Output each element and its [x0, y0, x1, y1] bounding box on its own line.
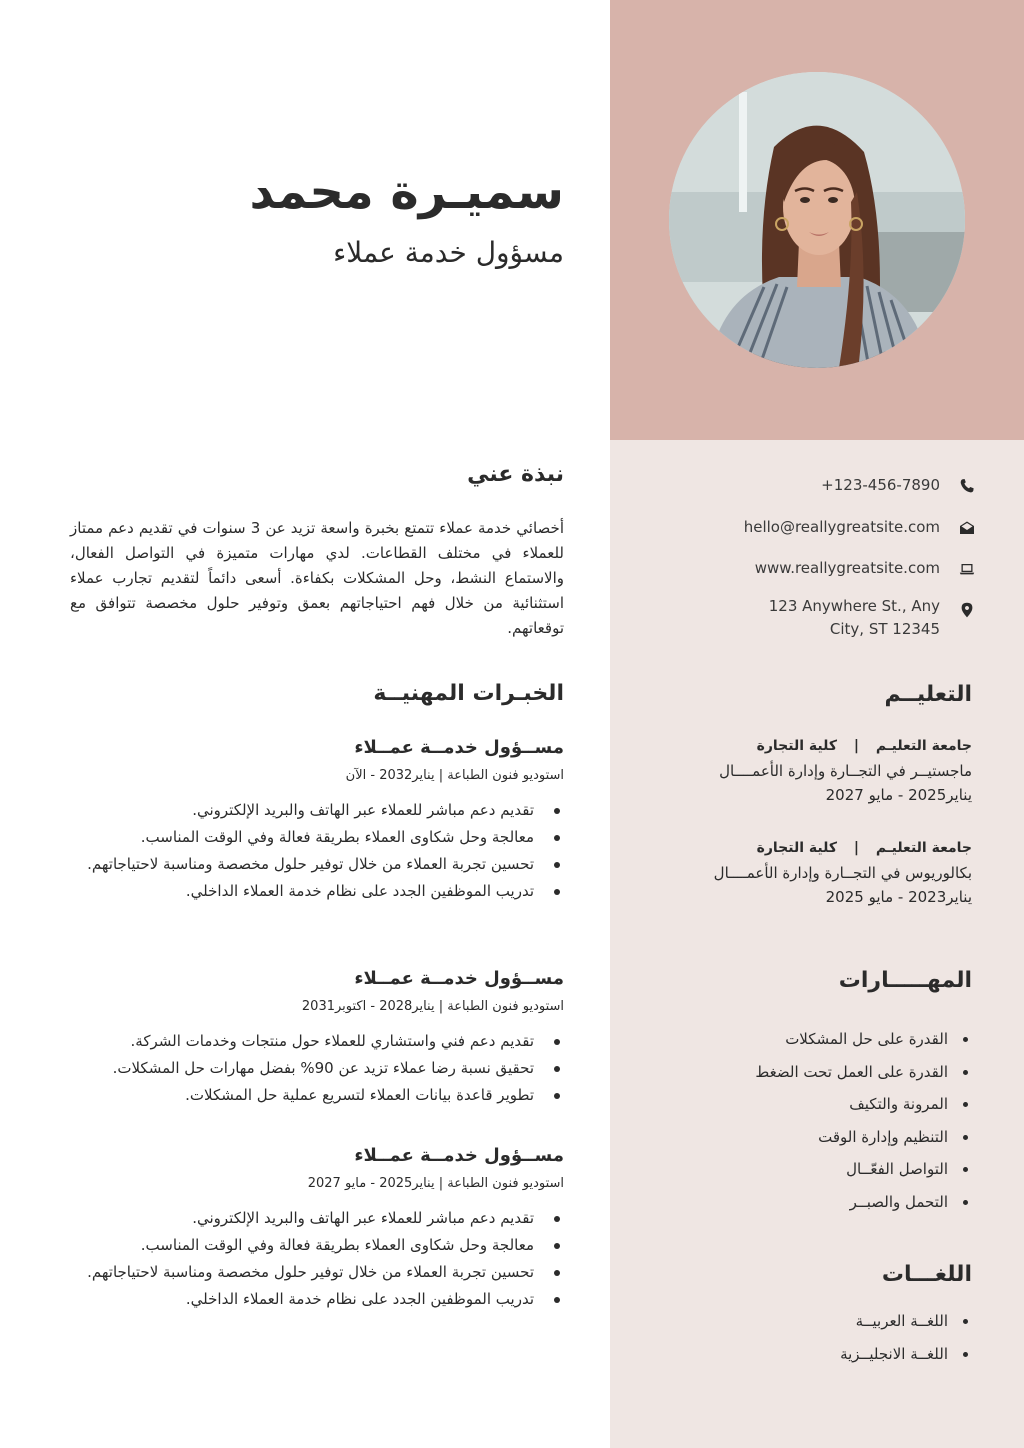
laptop-icon — [958, 560, 976, 578]
education-dates: يناير2023 - مايو 2025 — [825, 888, 972, 906]
phone-text[interactable]: +123-456-7890 — [821, 476, 940, 494]
job-bullet: تحسين تجربة العملاء من خلال توفير حلول مخصصة ومناسبة لاحتياجاتهم. — [64, 1259, 564, 1286]
skill-item: التواصل الفعّــال — [652, 1153, 972, 1186]
job-bullet: تطوير قاعدة بيانات العملاء لتسريع عملية حل المشكلات. — [64, 1082, 564, 1109]
skill-item: التنظيم وإدارة الوقت — [652, 1121, 972, 1154]
website-text[interactable]: www.reallygreatsite.com — [754, 559, 940, 577]
skill-item: القدرة على العمل تحت الضغط — [652, 1056, 972, 1089]
address-line-2: City, ST 12345 — [829, 620, 940, 638]
separator: | — [853, 738, 859, 754]
address-line-1: 123 Anywhere St., Any — [768, 597, 940, 615]
location-pin-icon — [958, 601, 976, 619]
education-institution — [652, 840, 972, 856]
contact-address — [769, 595, 976, 641]
job-bullet: تقديم دعم مباشر للعملاء عبر الهاتف والبريد الإلكتروني. — [64, 1205, 564, 1232]
job-title: مســؤول خدمــة عمــلاء — [354, 1145, 564, 1166]
skills-heading: المهـــــارات — [838, 968, 972, 993]
job-bullets — [64, 1205, 564, 1313]
candidate-title: مسؤول خدمة عملاء — [333, 236, 564, 269]
job-bullets — [64, 1028, 564, 1109]
job-title: مســؤول خدمــة عمــلاء — [354, 968, 564, 989]
education-heading: التعليــم — [884, 682, 972, 707]
envelope-open-icon — [958, 519, 976, 537]
job-entry — [64, 968, 564, 1109]
languages-heading: اللغـــات — [881, 1262, 972, 1287]
education-item — [652, 840, 972, 906]
profile-photo-illustration — [669, 72, 965, 368]
job-bullet: تحسين تجربة العملاء من خلال توفير حلول مخصصة ومناسبة لاحتياجاتهم. — [64, 851, 564, 878]
degree: ماجستيــر في التجــارة وإدارة الأعمــــال — [719, 762, 972, 780]
university-name: جامعة التعليـم — [875, 738, 972, 754]
languages-list — [652, 1305, 972, 1370]
job-bullet: تدريب الموظفين الجدد على نظام خدمة العملاء الداخلي. — [64, 1286, 564, 1313]
skill-item: المرونة والتكيف — [652, 1088, 972, 1121]
contact-phone[interactable] — [821, 474, 976, 497]
address-text — [769, 595, 940, 641]
college-name: كلية التجارة — [756, 738, 837, 754]
job-entry — [64, 1145, 564, 1313]
job-bullet: تقديم دعم فني واستشاري للعملاء حول منتجات وخدمات الشركة. — [64, 1028, 564, 1055]
college-name: كلية التجارة — [756, 840, 837, 856]
email-text[interactable]: hello@reallygreatsite.com — [743, 518, 940, 536]
job-bullet: تحقيق نسبة رضا عملاء تزيد عن 90% بفضل مهارات حل المشكلات. — [64, 1055, 564, 1082]
contact-email[interactable] — [744, 516, 976, 539]
sidebar-header-band — [610, 0, 1024, 440]
job-title: مســؤول خدمــة عمــلاء — [354, 737, 564, 758]
skill-item: التحمل والصبــر — [652, 1186, 972, 1219]
education-item — [652, 738, 972, 804]
job-entry — [64, 737, 564, 905]
phone-icon — [958, 477, 976, 495]
skill-item: القدرة على حل المشكلات — [652, 1023, 972, 1056]
language-item: اللغــة الانجليــزية — [652, 1338, 972, 1371]
education-institution — [652, 738, 972, 754]
about-heading: نبذة عني — [467, 462, 564, 487]
experience-heading: الخبـرات المهنيــة — [373, 681, 564, 706]
language-item: اللغــة العربيــة — [652, 1305, 972, 1338]
skills-list — [652, 1023, 972, 1218]
job-bullet: تقديم دعم مباشر للعملاء عبر الهاتف والبريد الإلكتروني. — [64, 797, 564, 824]
contact-website[interactable] — [755, 557, 976, 580]
about-text: أخصائي خدمة عملاء تتمتع بخبرة واسعة تزيد عن 3 سنوات في تقديم دعم ممتاز للعملاء في مختلف القطاعات. لدي مهارات متميزة في التواصل الفعال، والاستماع النشط، وحل المشكلات بكفاءة. أسعى دائماً لتقديم تجارب عملاء استثنائية من خلال فهم احتياجاتهم بعمق وتوفير حلول مخصصة تتوافق مع توقعاتهم. — [70, 519, 564, 637]
job-bullets — [64, 797, 564, 905]
job-bullet: معالجة وحل شكاوى العملاء بطريقة فعالة وفي الوقت المناسب. — [64, 1232, 564, 1259]
job-meta: استوديو فنون الطباعة | يناير2025 - مايو 2027 — [307, 1176, 564, 1191]
job-bullet: معالجة وحل شكاوى العملاء بطريقة فعالة وفي الوقت المناسب. — [64, 824, 564, 851]
job-meta: استوديو فنون الطباعة | يناير2032 - الآن — [345, 768, 564, 783]
sidebar — [610, 0, 1024, 1448]
candidate-name: سميـرة محمد — [249, 164, 564, 220]
profile-photo — [669, 72, 965, 368]
job-bullet: تدريب الموظفين الجدد على نظام خدمة العملاء الداخلي. — [64, 878, 564, 905]
job-meta: استوديو فنون الطباعة | يناير2028 - اكتوبر2031 — [301, 999, 564, 1014]
education-dates: يناير2025 - مايو 2027 — [825, 786, 972, 804]
separator: | — [853, 840, 859, 856]
university-name: جامعة التعليـم — [875, 840, 972, 856]
degree: بكالوريوس في التجــارة وإدارة الأعمــــال — [713, 864, 972, 882]
